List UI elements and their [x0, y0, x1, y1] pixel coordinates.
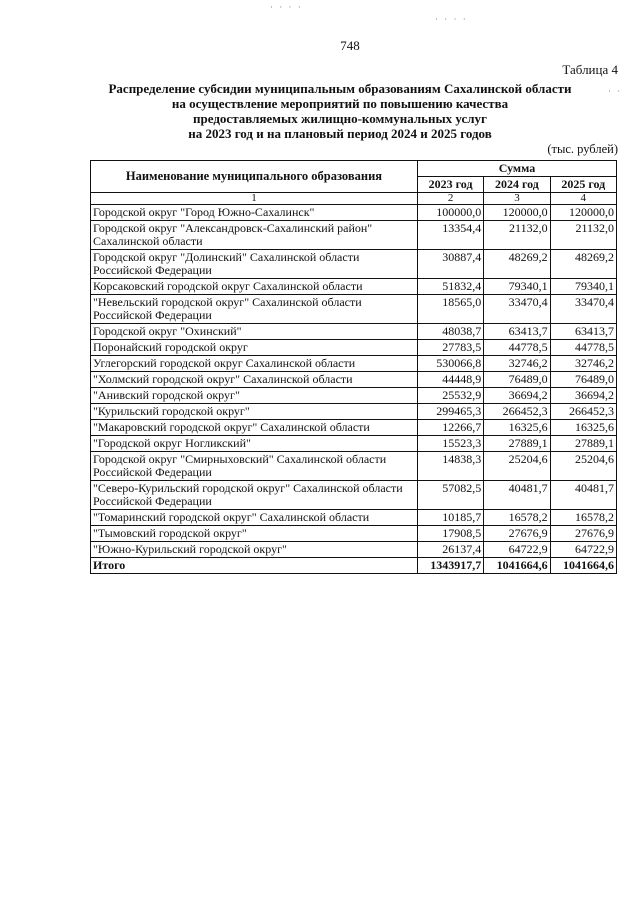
amount-2024: 76489,0 — [484, 372, 550, 388]
amount-2025: 36694,2 — [550, 388, 616, 404]
table-row — [91, 436, 617, 452]
scan-speck: · · · · — [270, 2, 303, 12]
table-row — [91, 481, 617, 510]
scan-speck: · · — [608, 86, 623, 96]
amount-2023: 15523,3 — [417, 436, 483, 452]
amount-2023: 100000,0 — [417, 205, 483, 221]
amount-2024: 21132,0 — [484, 221, 550, 250]
scan-speck: · · · · — [435, 14, 468, 24]
amount-2023: 44448,9 — [417, 372, 483, 388]
header-sum: Сумма — [417, 161, 616, 177]
amount-2025: 16578,2 — [550, 510, 616, 526]
total-2024: 1041664,6 — [484, 558, 550, 574]
table-row — [91, 324, 617, 340]
amount-2024: 120000,0 — [484, 205, 550, 221]
amount-2024: 33470,4 — [484, 295, 550, 324]
table-body — [91, 205, 617, 574]
municipality-name: "Южно-Курильский городской округ" — [91, 542, 418, 558]
amount-2024: 16325,6 — [484, 420, 550, 436]
amount-2025: 120000,0 — [550, 205, 616, 221]
amount-2023: 299465,3 — [417, 404, 483, 420]
table-row — [91, 510, 617, 526]
table-label: Таблица 4 — [562, 62, 618, 77]
table-row — [91, 356, 617, 372]
amount-2023: 48038,7 — [417, 324, 483, 340]
amount-2025: 27889,1 — [550, 436, 616, 452]
amount-2025: 40481,7 — [550, 481, 616, 510]
table-row — [91, 250, 617, 279]
index-cell: 1 — [91, 193, 418, 205]
table-row — [91, 279, 617, 295]
unit-label: (тыс. рублей) — [547, 142, 618, 156]
amount-2025: 33470,4 — [550, 295, 616, 324]
index-cell: 4 — [550, 193, 616, 205]
amount-2023: 51832,4 — [417, 279, 483, 295]
table-row — [91, 221, 617, 250]
subsidy-table — [90, 160, 617, 574]
header-year-2024: 2024 год — [484, 177, 550, 193]
amount-2025: 79340,1 — [550, 279, 616, 295]
index-cell: 2 — [417, 193, 483, 205]
amount-2023: 530066,8 — [417, 356, 483, 372]
municipality-name: Городской округ "Город Южно-Сахалинск" — [91, 205, 418, 221]
amount-2024: 64722,9 — [484, 542, 550, 558]
table-row — [91, 404, 617, 420]
amount-2025: 21132,0 — [550, 221, 616, 250]
table-row — [91, 526, 617, 542]
title-line: предоставляемых жилищно-коммунальных услуг — [193, 111, 487, 126]
municipality-name: Городской округ "Александровск-Сахалинский район" Сахалинской области — [91, 221, 418, 250]
amount-2024: 36694,2 — [484, 388, 550, 404]
amount-2025: 44778,5 — [550, 340, 616, 356]
header-year-2023: 2023 год — [417, 177, 483, 193]
header-name: Наименование муниципального образования — [91, 161, 418, 193]
amount-2023: 26137,4 — [417, 542, 483, 558]
amount-2023: 12266,7 — [417, 420, 483, 436]
index-row — [91, 193, 617, 205]
municipality-name: Городской округ "Охинский" — [91, 324, 418, 340]
municipality-name: "Тымовский городской округ" — [91, 526, 418, 542]
amount-2024: 63413,7 — [484, 324, 550, 340]
amount-2024: 40481,7 — [484, 481, 550, 510]
municipality-name: "Городской округ Ногликский" — [91, 436, 418, 452]
page-title — [75, 81, 605, 141]
table-row — [91, 340, 617, 356]
amount-2024: 266452,3 — [484, 404, 550, 420]
header-year-2025: 2025 год — [550, 177, 616, 193]
page-number: 748 — [340, 38, 360, 53]
amount-2023: 14838,3 — [417, 452, 483, 481]
amount-2023: 10185,7 — [417, 510, 483, 526]
total-row — [91, 558, 617, 574]
amount-2025: 48269,2 — [550, 250, 616, 279]
table-row — [91, 205, 617, 221]
amount-2023: 17908,5 — [417, 526, 483, 542]
amount-2024: 32746,2 — [484, 356, 550, 372]
municipality-name: Городской округ "Смирныховский" Сахалинской области Российской Федерации — [91, 452, 418, 481]
amount-2024: 27676,9 — [484, 526, 550, 542]
amount-2024: 25204,6 — [484, 452, 550, 481]
municipality-name: Городской округ "Долинский" Сахалинской области Российской Федерации — [91, 250, 418, 279]
municipality-name: Корсаковский городской округ Сахалинской области — [91, 279, 418, 295]
total-2025: 1041664,6 — [550, 558, 616, 574]
amount-2025: 27676,9 — [550, 526, 616, 542]
municipality-name: "Томаринский городской округ" Сахалинской области — [91, 510, 418, 526]
table-row — [91, 295, 617, 324]
amount-2025: 25204,6 — [550, 452, 616, 481]
header-row — [91, 161, 617, 177]
amount-2024: 44778,5 — [484, 340, 550, 356]
table-row — [91, 372, 617, 388]
amount-2023: 57082,5 — [417, 481, 483, 510]
index-cell: 3 — [484, 193, 550, 205]
table-row — [91, 542, 617, 558]
municipality-name: "Северо-Курильский городской округ" Сахалинской области Российской Федерации — [91, 481, 418, 510]
municipality-name: "Макаровский городской округ" Сахалинской области — [91, 420, 418, 436]
total-label: Итого — [91, 558, 418, 574]
amount-2023: 27783,5 — [417, 340, 483, 356]
amount-2023: 30887,4 — [417, 250, 483, 279]
amount-2023: 18565,0 — [417, 295, 483, 324]
amount-2024: 27889,1 — [484, 436, 550, 452]
municipality-name: Поронайский городской округ — [91, 340, 418, 356]
amount-2025: 16325,6 — [550, 420, 616, 436]
amount-2024: 79340,1 — [484, 279, 550, 295]
municipality-name: "Анивский городской округ" — [91, 388, 418, 404]
amount-2023: 25532,9 — [417, 388, 483, 404]
amount-2023: 13354,4 — [417, 221, 483, 250]
municipality-name: "Холмский городской округ" Сахалинской области — [91, 372, 418, 388]
amount-2025: 76489,0 — [550, 372, 616, 388]
amount-2025: 63413,7 — [550, 324, 616, 340]
municipality-name: "Невельский городской округ" Сахалинской области Российской Федерации — [91, 295, 418, 324]
title-line: Распределение субсидии муниципальным образованиям Сахалинской области — [108, 81, 572, 96]
title-line: на 2023 год и на плановый период 2024 и 2025 годов — [188, 126, 492, 141]
total-2023: 1343917,7 — [417, 558, 483, 574]
amount-2025: 64722,9 — [550, 542, 616, 558]
amount-2024: 16578,2 — [484, 510, 550, 526]
table-row — [91, 388, 617, 404]
amount-2024: 48269,2 — [484, 250, 550, 279]
municipality-name: Углегорский городской округ Сахалинской области — [91, 356, 418, 372]
table-row — [91, 452, 617, 481]
title-line: на осуществление мероприятий по повышению качества — [171, 96, 509, 111]
amount-2025: 266452,3 — [550, 404, 616, 420]
amount-2025: 32746,2 — [550, 356, 616, 372]
municipality-name: "Курильский городской округ" — [91, 404, 418, 420]
table-row — [91, 420, 617, 436]
